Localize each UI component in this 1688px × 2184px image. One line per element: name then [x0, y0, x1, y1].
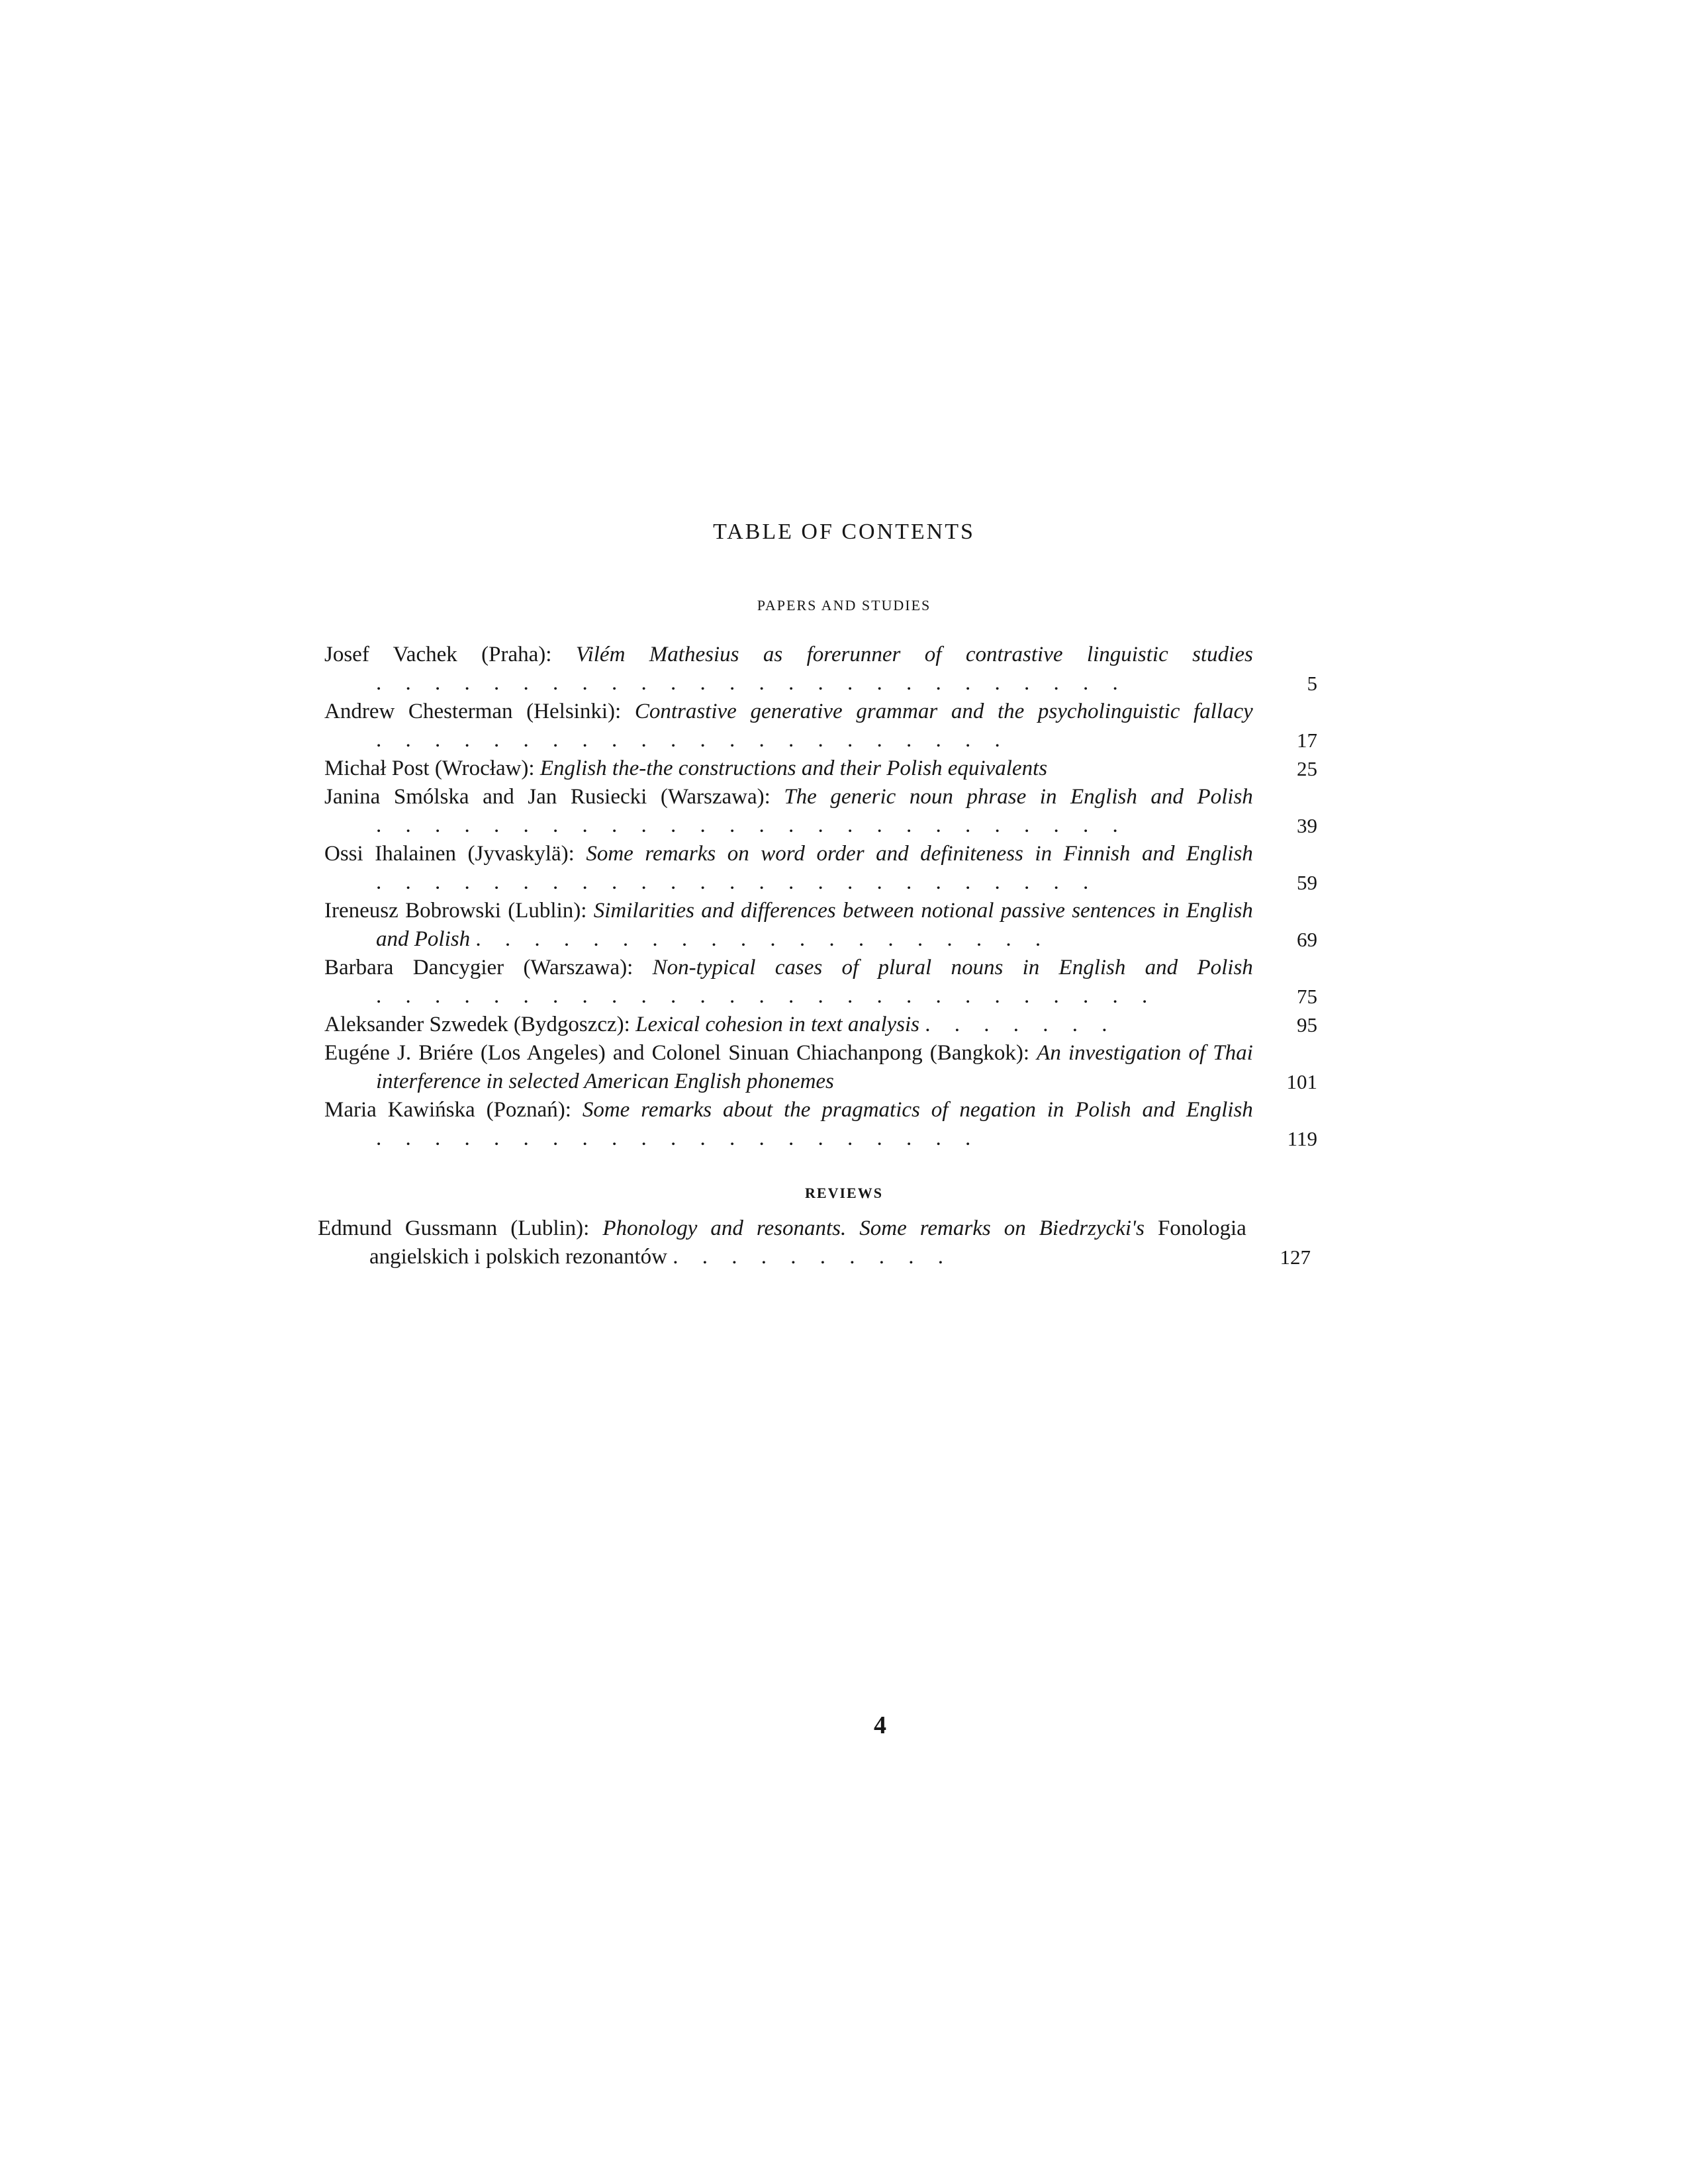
- entry-author: Barbara Dancygier (Warszawa):: [324, 956, 633, 979]
- entry-title: Vilém Mathesius as forerunner of contrastive linguistic studies: [575, 643, 1253, 666]
- toc-entry: [318, 1214, 1311, 1271]
- entry-author: Aleksander Szwedek (Bydgoszcz):: [324, 1013, 630, 1036]
- entry-title: Non-typical cases of plural nouns in English and Polish: [652, 956, 1253, 979]
- toc-reviews-list: [318, 1214, 1311, 1271]
- dot-leader: . . . . . . . . . . . . . . . . . . . . . .: [376, 728, 1009, 752]
- dot-leader: . . . . . . .: [925, 1013, 1117, 1036]
- entry-title: English the-the constructions and their Polish equivalents: [539, 756, 1048, 780]
- dot-leader: . . . . . . . . . . . . . . . . . . . . . . . . .: [376, 870, 1098, 894]
- entry-title: The generic noun phrase in English and Polish: [784, 785, 1253, 809]
- entry-page-number: 25: [1297, 757, 1317, 780]
- section-heading-reviews: REVIEWS: [805, 1185, 883, 1201]
- entry-author: Josef Vachek (Praha):: [324, 643, 552, 666]
- toc-entry: [324, 641, 1317, 698]
- entry-page-number: 119: [1287, 1127, 1317, 1150]
- toc-entry: [324, 698, 1317, 754]
- entry-title: Some remarks about the pragmatics of negation in Polish and English: [582, 1098, 1253, 1122]
- entry-page-number: 95: [1297, 1013, 1317, 1036]
- toc-entry: [324, 1039, 1317, 1096]
- dot-leader: . . . . . . . . . . . . . . . . . . . .: [475, 927, 1051, 951]
- entry-author: Eugéne J. Briére (Los Angeles) and Colonel Sinuan Chiachanpong (Bangkok):: [324, 1041, 1030, 1065]
- entry-page-number: 17: [1297, 729, 1317, 752]
- entry-author: Andrew Chesterman (Helsinki):: [324, 700, 622, 723]
- toc-entry: [324, 954, 1317, 1011]
- page-title: TABLE OF CONTENTS: [713, 520, 975, 544]
- toc-papers-list: [324, 641, 1317, 1153]
- dot-leader: . . . . . . . . . . . . . . . . . . . . .: [376, 1126, 980, 1150]
- entry-title-italic: Phonology and resonants. Some remarks on Biedrzycki's: [602, 1216, 1145, 1240]
- entry-page-number: 39: [1297, 814, 1317, 837]
- toc-entry: [324, 840, 1317, 897]
- entry-author: Janina Smólska and Jan Rusiecki (Warszawa):: [324, 785, 771, 809]
- entry-title-upright: Fonologia angielskich i polskich rezonantów: [369, 1216, 1246, 1269]
- entry-page-number: 69: [1297, 928, 1317, 951]
- page-folio-number: 4: [874, 1711, 886, 1739]
- entry-author: Michał Post (Wrocław):: [324, 756, 535, 780]
- toc-entry: [324, 1096, 1317, 1153]
- entry-author: Edmund Gussmann (Lublin):: [318, 1216, 590, 1240]
- dot-leader: . . . . . . . . . .: [673, 1245, 953, 1269]
- entry-page-number: 75: [1297, 985, 1317, 1008]
- entry-page-number: 59: [1297, 871, 1317, 894]
- entry-page-number: 101: [1286, 1070, 1317, 1093]
- entry-title: Some remarks on word order and definiteness in Finnish and English: [586, 842, 1253, 866]
- entry-title: Lexical cohesion in text analysis: [635, 1013, 919, 1036]
- dot-leader: . . . . . . . . . . . . . . . . . . . . . . . . . . .: [376, 984, 1157, 1008]
- section-heading-papers: PAPERS AND STUDIES: [757, 597, 931, 614]
- entry-title: Similarities and differences between notional passive sentences in English and Polish: [376, 899, 1253, 951]
- dot-leader: . . . . . . . . . . . . . . . . . . . . . . . . . .: [376, 671, 1127, 695]
- entry-title: An investigation of Thai interference in selected American English phonemes: [376, 1041, 1253, 1093]
- entry-author: Ireneusz Bobrowski (Lublin):: [324, 899, 587, 923]
- toc-entry: [324, 783, 1317, 840]
- entry-title: Contrastive generative grammar and the psycholinguistic fallacy: [634, 700, 1253, 723]
- entry-author: Maria Kawińska (Poznań):: [324, 1098, 571, 1122]
- entry-author: Ossi Ihalainen (Jyvaskylä):: [324, 842, 575, 866]
- toc-entry: [324, 754, 1317, 783]
- toc-entry: [324, 1011, 1317, 1039]
- dot-leader: . . . . . . . . . . . . . . . . . . . . . . . . . .: [376, 813, 1127, 837]
- toc-entry: [324, 897, 1317, 954]
- entry-page-number: 5: [1307, 672, 1317, 695]
- entry-page-number: 127: [1280, 1246, 1311, 1269]
